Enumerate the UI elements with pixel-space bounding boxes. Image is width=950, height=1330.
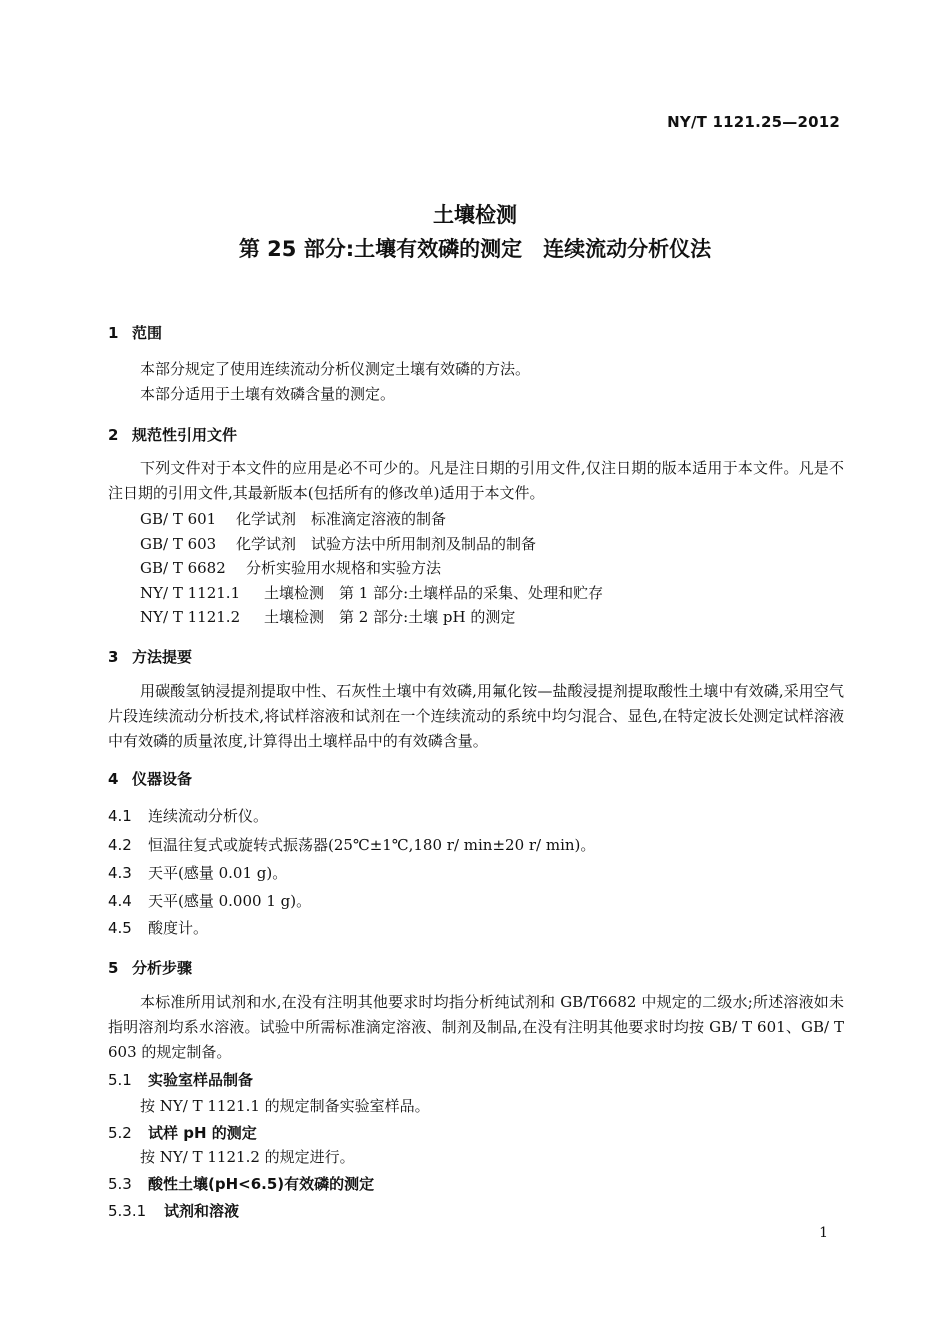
reference-code: GB/ T 6682 <box>140 559 226 577</box>
equipment-item <box>108 890 311 911</box>
subsection-title: 实验室样品制备 <box>148 1071 254 1089</box>
item-number: 4.4 <box>108 892 132 910</box>
section-number: 1 <box>108 324 119 342</box>
subsection-5-2-text: 按 NY/ T 1121.2 的规定进行。 <box>140 1148 355 1166</box>
section-number: 3 <box>108 648 119 666</box>
section-1-heading <box>108 322 162 343</box>
subsection-title: 酸性土壤(pH<6.5)有效磷的测定 <box>148 1175 375 1193</box>
section-4-heading <box>108 768 192 789</box>
subsection-5-3-1-heading <box>108 1200 239 1221</box>
document-title <box>0 198 950 266</box>
item-number: 4.5 <box>108 919 132 937</box>
reference-item <box>140 557 441 578</box>
item-text: 酸度计。 <box>148 919 209 937</box>
references-intro: 下列文件对于本文件的应用是必不可少的。凡是注日期的引用文件,仅注日期的版本适用于本文件。凡是不注日期的引用文件,其最新版本(包括所有的修改单)适用于本文件。 <box>108 459 844 502</box>
item-text: 天平(感量 0.000 1 g)。 <box>148 892 312 910</box>
reference-name: 化学试剂 标准滴定溶液的制备 <box>236 510 447 528</box>
reference-item <box>140 606 515 627</box>
item-text: 天平(感量 0.01 g)。 <box>148 864 288 882</box>
section-title: 仪器设备 <box>132 770 193 788</box>
subsection-title: 试样 pH 的测定 <box>148 1124 257 1142</box>
subsection-number: 5.2 <box>108 1124 132 1142</box>
reference-code: NY/ T 1121.2 <box>140 608 241 626</box>
method-summary: 用碳酸氢钠浸提剂提取中性、石灰性土壤中有效磷,用氟化铵—盐酸浸提剂提取酸性土壤中有效磷,采用空气片段连续流动分析技术,将试样溶液和试剂在一个连续流动的系统中均匀混合、显色,在特定波长处测定试样溶液中有效磷的质量浓度,计算得出土壤样品中的有效磷含量。 <box>108 682 844 750</box>
reference-name: 土壤检测 第 2 部分:土壤 pH 的测定 <box>264 608 516 626</box>
analysis-intro: 本标准所用试剂和水,在没有注明其他要求时均指分析纯试剂和 GB/T6682 中规定的二级水;所述溶液如未指明溶剂均系水溶液。试验中所需标准滴定溶液、制剂及制品,在没有注明其他要求时均按 GB/ T 601、GB/ T 603 的规定制备。 <box>108 993 844 1061</box>
reference-name: 土壤检测 第 1 部分:土壤样品的采集、处理和贮存 <box>264 584 604 602</box>
subsection-number: 5.3.1 <box>108 1202 147 1220</box>
item-number: 4.3 <box>108 864 132 882</box>
item-text: 连续流动分析仪。 <box>148 807 269 825</box>
equipment-item <box>108 917 208 938</box>
equipment-item <box>108 862 287 883</box>
standard-code: NY/T 1121.25—2012 <box>667 113 840 131</box>
section-title: 方法提要 <box>132 648 193 666</box>
item-text: 恒温往复式或旋转式振荡器(25℃±1℃,180 r/ min±20 r/ min)。 <box>148 836 596 854</box>
reference-name: 分析实验用水规格和实验方法 <box>246 559 442 577</box>
section-3-heading <box>108 646 192 667</box>
reference-item <box>140 582 603 603</box>
subsection-number: 5.1 <box>108 1071 132 1089</box>
subsection-title: 试剂和溶液 <box>164 1202 240 1220</box>
reference-code: GB/ T 603 <box>140 535 217 553</box>
reference-item <box>140 533 536 554</box>
item-number: 4.1 <box>108 807 132 825</box>
item-number: 4.2 <box>108 836 132 854</box>
section-5-heading <box>108 957 192 978</box>
scope-line-2: 本部分适用于土壤有效磷含量的测定。 <box>140 385 396 403</box>
scope-line-1: 本部分规定了使用连续流动分析仪测定土壤有效磷的方法。 <box>140 360 531 378</box>
equipment-item <box>108 805 268 826</box>
section-number: 2 <box>108 426 119 444</box>
page-number: 1 <box>819 1225 828 1241</box>
title-line-2: 第 25 部分:土壤有效磷的测定 连续流动分析仪法 <box>238 237 712 261</box>
subsection-5-2-heading <box>108 1122 257 1143</box>
subsection-number: 5.3 <box>108 1175 132 1193</box>
section-title: 分析步骤 <box>132 959 193 977</box>
subsection-5-1-text: 按 NY/ T 1121.1 的规定制备实验室样品。 <box>140 1097 430 1115</box>
reference-code: GB/ T 601 <box>140 510 217 528</box>
section-title: 规范性引用文件 <box>132 426 238 444</box>
equipment-item <box>108 834 595 855</box>
subsection-5-3-heading <box>108 1173 374 1194</box>
title-line-1: 土壤检测 <box>433 203 517 227</box>
section-number: 5 <box>108 959 119 977</box>
reference-name: 化学试剂 试验方法中所用制剂及制品的制备 <box>236 535 537 553</box>
reference-item <box>140 508 446 529</box>
subsection-5-1-heading <box>108 1069 253 1090</box>
section-title: 范围 <box>132 324 163 342</box>
reference-code: NY/ T 1121.1 <box>140 584 241 602</box>
section-2-heading <box>108 424 237 445</box>
section-number: 4 <box>108 770 119 788</box>
